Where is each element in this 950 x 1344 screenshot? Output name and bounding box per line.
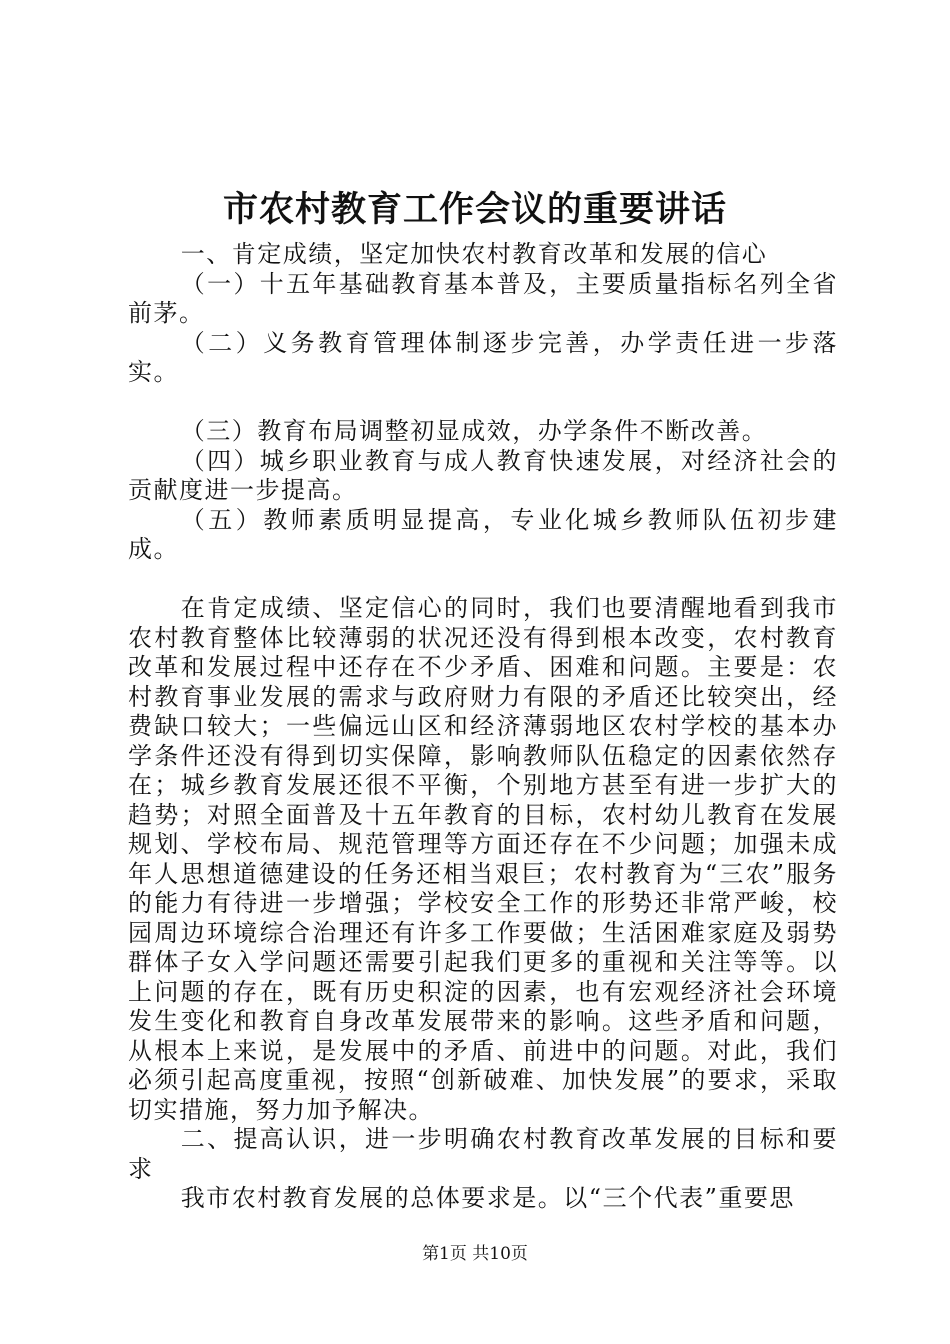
list-item-2: （二）义务教育管理体制逐步完善，办学责任进一步落实。 xyxy=(128,328,838,386)
paragraph-gap xyxy=(128,388,838,418)
section-heading-1: 一、肯定成绩，坚定加快农村教育改革和发展的信心 xyxy=(180,240,768,268)
body-paragraph: 在肯定成绩、坚定信心的同时，我们也要清醒地看到我市农村教育整体比较薄弱的状况还没有得到根本改变，农村教育改革和发展过程中还存在不少矛盾、困难和问题。主要是：农村教育事业发展的需求与政府财力有限的矛盾还比较突出，经费缺口较大；一些偏远山区和经济薄弱地区农村学校的基本办学条件还没有得到切实保障，影响教师队伍稳定的因素依然存在；城乡教育发展还很不平衡，个别地方甚至有进一步扩大的趋势；对照全面普及十五年教育的目标，农村幼儿教育在发展规划、学校布局、规范管理等方面还存在不少问题；加强未成年人思想道德建设的任务还相当艰巨；农村教育为“三农”服务的能力有待进一步增强；学校安全工作的形势还非常严峻，校园周边环境综合治理还有许多工作要做；生活困难家庭及弱势群体子女入学问题还需要引起我们更多的重视和关注等等。以上问题的存在，既有历史积淀的因素，也有宏观经济社会环境发生变化和教育自身改革发展带来的影响。这些矛盾和问题，从根本上来说，是发展中的矛盾、前进中的问题。对此，我们必须引起高度重视，按照“创新破难、加快发展”的要求，采取切实措施，努力加予解决。 xyxy=(128,594,838,1124)
list-item-4: （四）城乡职业教育与成人教育快速发展，对经济社会的贡献度进一步提高。 xyxy=(128,446,838,504)
list-item-5: （五）教师素质明显提高，专业化城乡教师队伍初步建成。 xyxy=(128,505,838,563)
page-footer: 第1页 共10页 xyxy=(422,1244,528,1264)
list-item-3: （三）教育布局调整初显成效，办学条件不断改善。 xyxy=(180,417,768,445)
document-title: 市农村教育工作会议的重要讲话 xyxy=(222,189,727,230)
section-heading-2: 二、提高认识，进一步明确农村教育改革发展的目标和要求 xyxy=(128,1125,838,1183)
paragraph-gap xyxy=(128,565,838,595)
list-item-1: （一）十五年基础教育基本普及，主要质量指标名列全省前茅。 xyxy=(128,269,838,327)
body-paragraph-continued: 我市农村教育发展的总体要求是。以“三个代表”重要思 xyxy=(180,1184,795,1212)
document-body xyxy=(128,240,838,1214)
